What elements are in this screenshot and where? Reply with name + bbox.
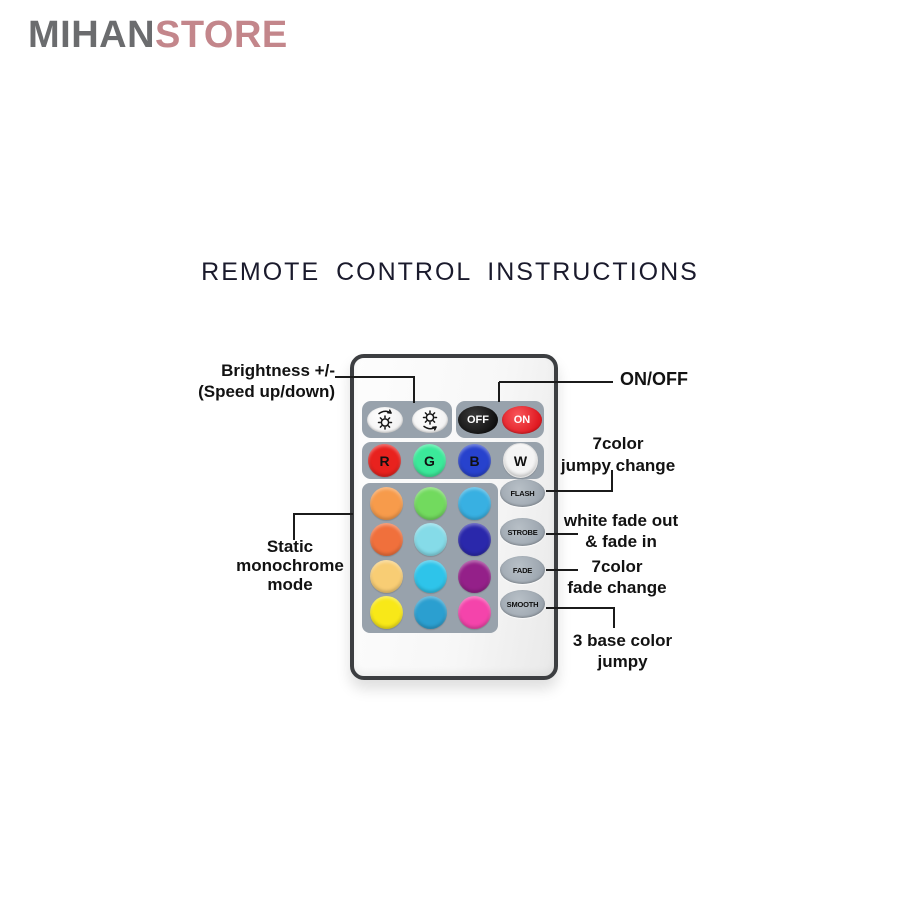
color-button-light-green[interactable]: [414, 487, 447, 520]
power-pad: [456, 401, 544, 438]
sun-up-arrow-icon: [373, 408, 397, 432]
label-static-line3: mode: [267, 575, 313, 594]
annotation-line-onoff-h: [499, 381, 613, 383]
annotation-line-static-h: [293, 513, 353, 515]
remote-control: [350, 354, 558, 680]
color-button-orange[interactable]: [370, 487, 403, 520]
brightness-up-button[interactable]: [367, 407, 403, 433]
color-button-teal-blue[interactable]: [414, 596, 447, 629]
label-onoff: ON/OFF: [620, 369, 688, 389]
color-button-white[interactable]: W: [503, 443, 538, 478]
mode-button-flash[interactable]: FLASH: [500, 479, 545, 507]
color-button-orange-red[interactable]: [370, 523, 403, 556]
mode-button-smooth[interactable]: SMOOTH: [500, 590, 545, 618]
label-3-base-color-line1: 3 base color: [572, 631, 673, 650]
store-logo: [28, 14, 288, 57]
label-white-fade-line1: white fade out: [563, 511, 679, 530]
mode-button-strobe[interactable]: STROBE: [500, 518, 545, 546]
color-button-blue[interactable]: B: [458, 444, 491, 477]
logo-text-accent: STORE: [155, 14, 288, 56]
color-button-yellow[interactable]: [370, 596, 403, 629]
label-brightness-line1: Brightness +/-: [221, 361, 335, 380]
logo-text-primary: MIHAN: [28, 14, 156, 56]
annotation-line-smooth-h: [546, 607, 615, 609]
label-7color-fade-line1: 7color: [591, 557, 643, 576]
label-7color-fade-line2: fade change: [567, 578, 667, 597]
color-button-green[interactable]: G: [413, 444, 446, 477]
label-static-line1: Static: [266, 537, 314, 556]
color-grid-pad: [362, 483, 498, 633]
color-button-pale-cyan[interactable]: [414, 523, 447, 556]
annotation-line-brightness-h: [335, 376, 415, 378]
brightness-pad: [362, 401, 452, 438]
label-brightness: [160, 360, 335, 402]
label-7color-jumpy: [552, 433, 684, 477]
label-3-base-color: [555, 630, 690, 672]
label-white-fade-line2: & fade in: [585, 532, 657, 551]
label-static-line2: monochrome: [236, 556, 344, 575]
brightness-down-button[interactable]: [412, 407, 448, 433]
on-button[interactable]: ON: [502, 406, 542, 434]
label-7color-fade: [548, 556, 686, 598]
color-button-cyan[interactable]: [414, 560, 447, 593]
annotation-line-flash-h: [546, 490, 613, 492]
color-button-pink[interactable]: [458, 596, 491, 629]
label-white-fade: [552, 510, 690, 552]
color-button-sand[interactable]: [370, 560, 403, 593]
label-brightness-line2: (Speed up/down): [198, 382, 335, 401]
label-static-monochrome: [228, 537, 352, 594]
label-7color-jumpy-line2: jumpy change: [560, 456, 676, 475]
label-3-base-color-line2: jumpy: [597, 652, 648, 671]
mode-button-fade[interactable]: FADE: [500, 556, 545, 584]
sun-down-arrow-icon: [418, 408, 442, 432]
annotation-line-onoff-v: [498, 382, 500, 402]
label-7color-jumpy-line1: 7color: [592, 434, 644, 453]
annotation-line-smooth-v: [613, 607, 615, 628]
annotation-line-brightness-v: [413, 377, 415, 403]
color-button-sky-blue[interactable]: [458, 487, 491, 520]
color-button-indigo[interactable]: [458, 523, 491, 556]
rgbw-pad: [362, 442, 544, 479]
page-title: REMOTE CONTROL INSTRUCTIONS: [201, 258, 699, 286]
color-button-red[interactable]: R: [368, 444, 401, 477]
off-button[interactable]: OFF: [458, 406, 498, 434]
color-button-purple[interactable]: [458, 560, 491, 593]
